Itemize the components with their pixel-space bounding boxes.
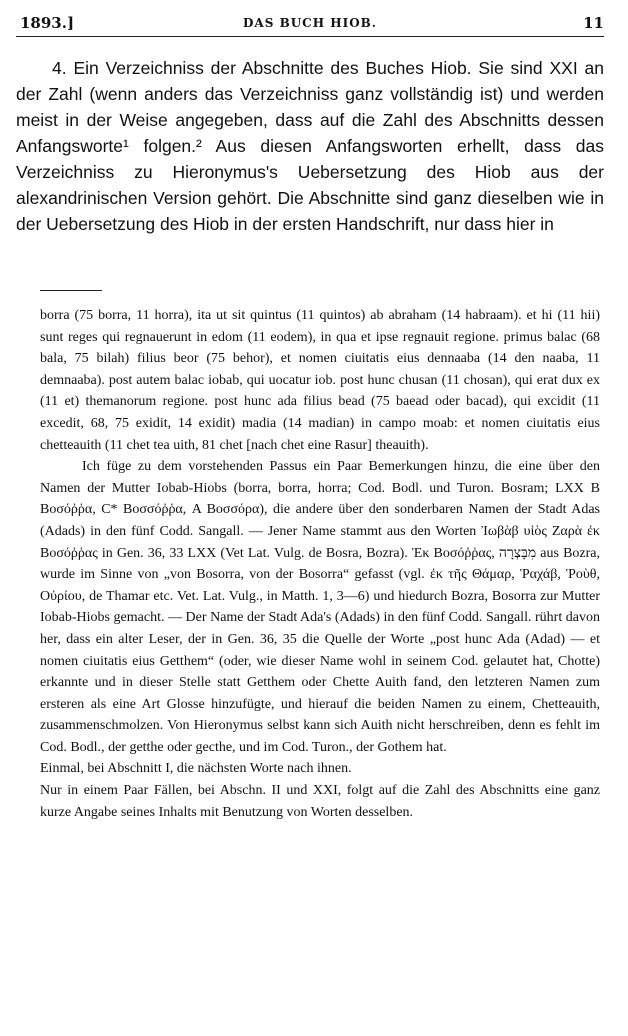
footnotes	[40, 305, 600, 823]
footnote-1: Einmal, bei Abschnitt I, die nächsten Worte nach ihnen.	[40, 761, 352, 777]
running-header	[16, 6, 604, 37]
footnote-2: Nur in einem Paar Fällen, bei Abschn. II und XXI, folgt auf die Zahl des Abschnitts eine ganz kurze Angabe seines Inhalts mit Benutzung von Worten desselben.	[40, 783, 600, 820]
page-number: 11	[583, 14, 604, 32]
section-4-paragraph: 4. Ein Verzeichniss der Abschnitte des Buches Hiob. Sie sind XXI an der Zahl (wenn anders das Verzeichniss ganz vollständig ist) und werden meist in der Weise angegeben, dass auf die Zahl des Abschnitts dessen Anfangsworte¹ folgen.² Aus diesen Anfangsworten erhellt, dass das Verzeichniss zu Hieronymus's Uebersetzung des Hiob aus der alexandrinischen Version gehört. Die Abschnitte sind ganz dieselben wie in der Uebersetzung des Hiob in der ersten Handschrift, nur dass hier in	[16, 58, 604, 234]
footnote-continued-quote: borra (75 borra, 11 horra), ita ut sit quintus (11 quintos) ab abraham (14 habraam). et hi (11 hii) sunt reges qui regnauerunt in edom (11 eodem), in qua et ipse regnauit regione. primus balac (68 bala, 75 bilah) filius beor (75 behor), et nomen ciuitatis eius dennaaba (14 den naaba, 11 demnaaba). post autem balac iobab, qui uocatur iob. post hunc chusan (11 chosan), qui erat dux ex (11 et) themanorum regione. post hunc ada filius bead (75 baead oder bacad), qui excidit (11 excedit, 68, 75 exidit, 14 exidit) madia (14 madian) in campo moab: et nomen ciuitatis eius chetteauith (11 chet tea uith, 81 chet [nach chet eine Rasur] theauith).	[40, 308, 600, 453]
header-year: 1893.]	[20, 14, 75, 32]
footnote-remarks: Ich füge zu dem vorstehenden Passus ein Paar Bemerkungen hinzu, die eine über den Namen der Mutter Iobab-Hiobs (borra, borra, horra; Cod. Bodl. und Turon. Bosram; LXX B Βοσόῤῥα, C* Βοσσόῤῥα, A Βοσσόρα), die andere über den sonderbaren Namen der Stadt Adas (Adads) in den fünf Codd. Sangall. — Jener Name stammt aus den Worten Ἰωβὰβ υἱὸς Ζαρὰ ἐκ Βοσόῤῥας in Gen. 36, 33 LXX (Vet Lat. Vulg. de Bosra, Bozra). Ἐκ Βοσόῤῥας, מִבָּצְרָה aus Bozra, wurde im Sinne von „von Bosorra, von der Bosorra“ gefasst (vgl. ἐκ τῆς Θάμαρ, Ῥαχάβ, Ῥοὺθ, Οὐρίου, de Thamar etc. Vet. Lat. Vulg., in Matth. 1, 3—6) und hiedurch Bozra, Bosorra zur Mutter Iobab-Hiobs gemacht. — Der Name der Stadt Ada's (Adads) in den fünf Codd. Sangall. rührt davon her, dass ein alter Leser, der in Gen. 36, 35 die Quelle der Worte „post hunc Ada (Adad) — et nomen ciuitatis eius Getthem“ (oder, wie dieser Name wohl in seinem Cod. gelautet hat, Chotte) erkannte und in dieser Stelle statt Getthem oder Chette Auith fand, den letzteren Namen zum ersteren als eine Art Glosse hinzufügte, und hierauf die beiden Namen zu einem, Chetteauith, zusammenschmolzen. Von Hieronymus selbst kann sich Auith nicht herschreiben, denn es fehlt im Cod. Bodl., der getthe oder gecthe, und im Cod. Turon., der Gothem hat.	[40, 459, 600, 755]
footnote-rule	[40, 290, 102, 291]
header-title: DAS BUCH HIOB.	[243, 16, 377, 30]
main-text	[16, 55, 604, 237]
